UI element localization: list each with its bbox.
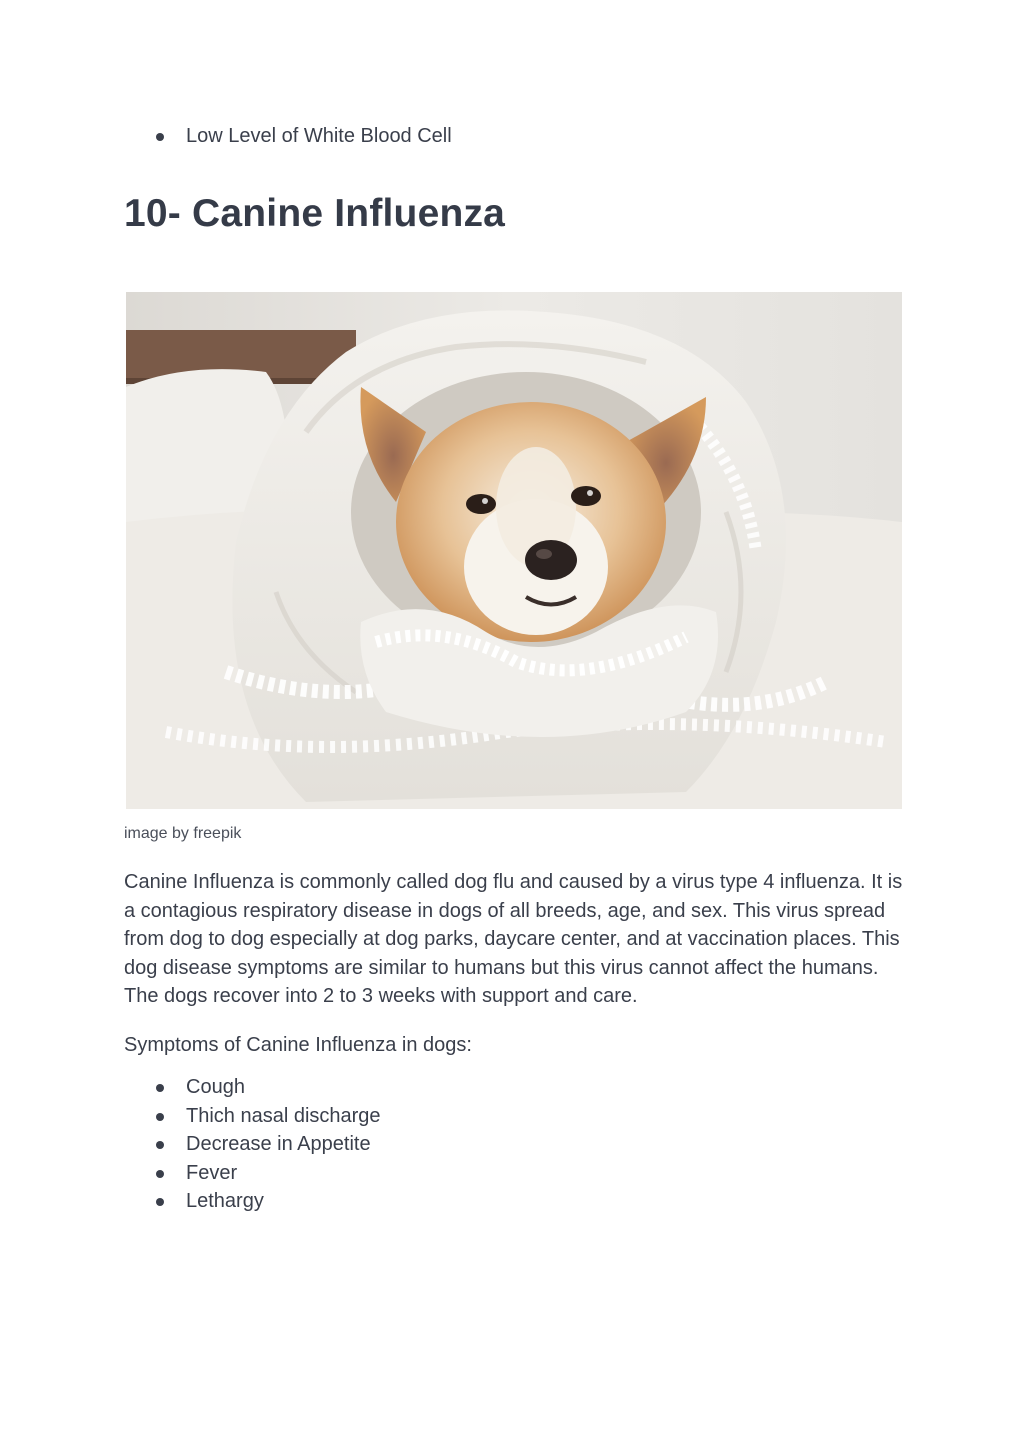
list-item: Low Level of White Blood Cell bbox=[124, 122, 452, 151]
photo-illustration bbox=[126, 292, 902, 809]
symptom-item: Fever bbox=[124, 1159, 381, 1188]
dog-wrapped-in-blanket-photo bbox=[126, 292, 902, 809]
symptom-item: Decrease in Appetite bbox=[124, 1130, 381, 1159]
symptoms-intro: Symptoms of Canine Influenza in dogs: bbox=[124, 1034, 472, 1056]
body-paragraph: Canine Influenza is commonly called dog flu and caused by a virus type 4 influenza. It is a contagious respiratory disease in dogs of all breeds, age, and sex. This virus spread from dog to dog especially at dog parks, daycare center, and at vaccination places. This dog disease symptoms are similar to humans but this virus cannot affect the humans. The dogs recover into 2 to 3 weeks with support and care. bbox=[124, 871, 903, 1007]
section-heading: 10- Canine Influenza bbox=[124, 192, 506, 235]
symptom-item: Thich nasal discharge bbox=[124, 1102, 381, 1131]
image-caption: image by freepik bbox=[124, 825, 242, 842]
symptom-item: Lethargy bbox=[124, 1187, 381, 1216]
symptom-item: Cough bbox=[124, 1073, 381, 1102]
symptoms-list bbox=[124, 1073, 381, 1216]
previous-section-list bbox=[124, 122, 452, 151]
